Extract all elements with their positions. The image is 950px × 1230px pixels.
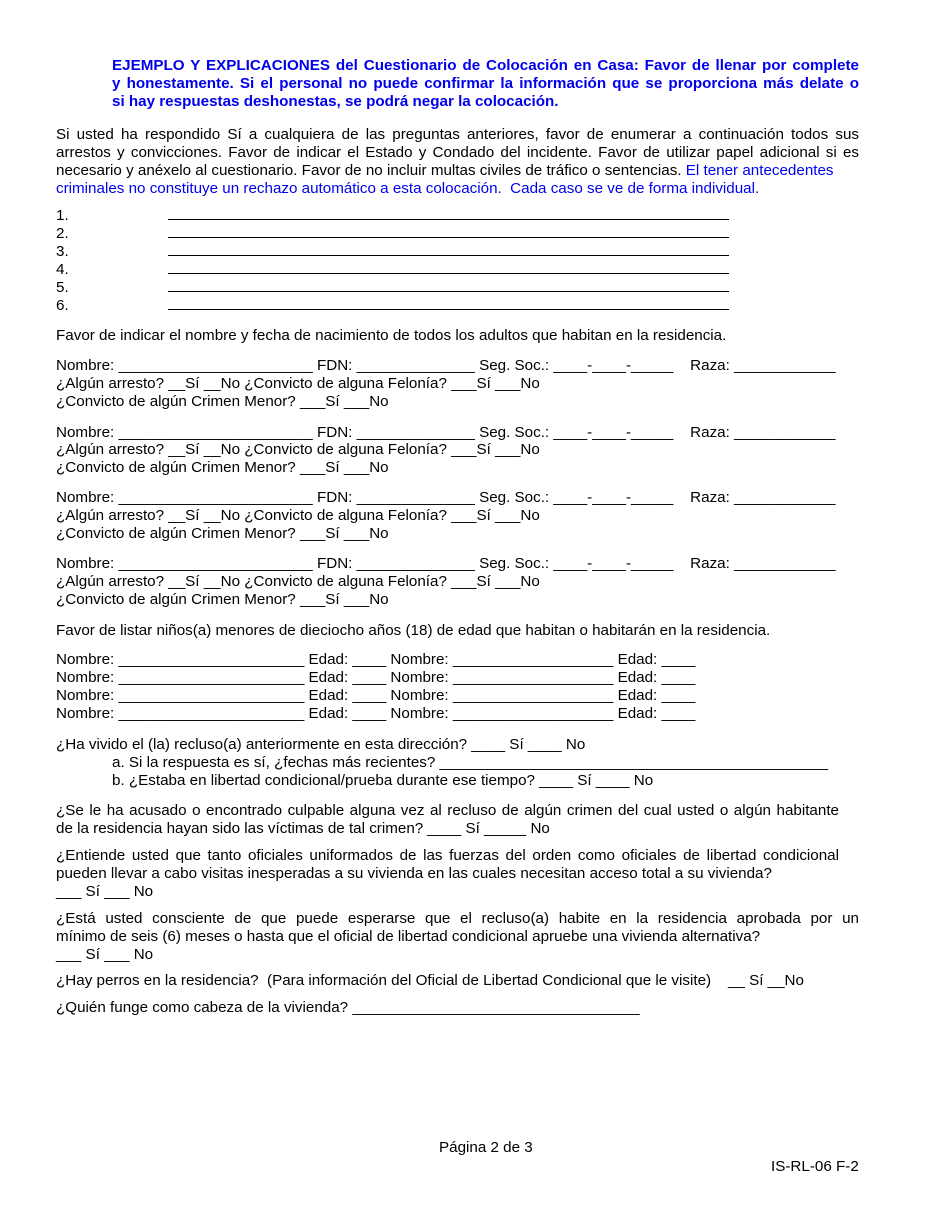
adult-name-line[interactable]: Nombre: _______________________ FDN: ______________ Seg. Soc.: ____-____-_____ Raza: ____________ [56,555,836,572]
page-number: Página 2 de 3 [439,1139,533,1156]
arrest-entry-line[interactable] [168,277,729,292]
question-six-months-line-2: mínimo de seis (6) meses o hasta que el oficial de libertad condicional apruebe una vivienda alternativa? [56,928,761,945]
arrest-entry-line[interactable] [168,205,729,220]
question-victim-line-2[interactable]: de la residencia hayan sido las víctimas de tal crimen? ____ Sí _____ No [56,820,550,837]
arrest-entry-line[interactable] [168,223,729,238]
question-six-months-answer[interactable]: ___ Sí ___ No [56,946,154,963]
adult-misdemeanor-line[interactable]: ¿Convicto de algún Crimen Menor? ___Sí ___No [56,591,389,608]
list-number: 1. [56,207,69,224]
adult-arrest-line[interactable]: ¿Algún arresto? __Sí __No ¿Convicto de alguna Felonía? ___Sí ___No [56,507,540,524]
question-visits-line-1: ¿Entiende usted que tanto oficiales uniformados de las fuerzas del orden como oficiales de libertad condicional [56,847,839,864]
header-line-2: y honestamente. Si el personal no puede confirmar la información que se proporciona más delate o [112,75,859,92]
adult-name-line[interactable]: Nombre: _______________________ FDN: ______________ Seg. Soc.: ____-____-_____ Raza: ____________ [56,357,836,374]
question-head-of-household[interactable]: ¿Quién funge como cabeza de la vivienda? __________________________________ [56,999,640,1016]
children-row[interactable]: Nombre: ______________________ Edad: ____ Nombre: ___________________ Edad: ____ [56,651,696,668]
adult-misdemeanor-line[interactable]: ¿Convicto de algún Crimen Menor? ___Sí ___No [56,393,389,410]
list-number: 6. [56,297,69,314]
question-recent-dates[interactable]: a. Si la respuesta es sí, ¿fechas más recientes? ______________________________________________ [112,754,829,771]
adult-misdemeanor-line[interactable]: ¿Convicto de algún Crimen Menor? ___Sí ___No [56,525,389,542]
question-visits-answer[interactable]: ___ Sí ___ No [56,883,154,900]
list-number: 3. [56,243,69,260]
adult-arrest-line[interactable]: ¿Algún arresto? __Sí __No ¿Convicto de alguna Felonía? ___Sí ___No [56,441,540,458]
adult-name-line[interactable]: Nombre: _______________________ FDN: ______________ Seg. Soc.: ____-____-_____ Raza: ____________ [56,424,836,441]
adult-misdemeanor-line[interactable]: ¿Convicto de algún Crimen Menor? ___Sí ___No [56,459,389,476]
children-prompt: Favor de listar niños(a) menores de dieciocho años (18) de edad que habitan o habitarán en la residencia. [56,622,771,639]
list-number: 4. [56,261,69,278]
arrest-entry-line[interactable] [168,241,729,256]
children-row[interactable]: Nombre: ______________________ Edad: ____ Nombre: ___________________ Edad: ____ [56,669,696,686]
intro-line-4: criminales no constituye un rechazo automático a esta colocación. Cada caso se ve de forma individual. [56,180,760,197]
header-line-3: si hay respuestas deshonestas, se podrá negar la colocación. [112,93,559,110]
adult-name-line[interactable]: Nombre: _______________________ FDN: ______________ Seg. Soc.: ____-____-_____ Raza: ____________ [56,489,836,506]
intro-line-1: Si usted ha respondido Sí a cualquiera de las preguntas anteriores, favor de enumerar a continuación todos sus [56,126,859,143]
header-line-1: EJEMPLO Y EXPLICACIONES del Cuestionario de Colocación en Casa: Favor de llenar por complete [112,57,859,74]
arrest-entry-line[interactable] [168,259,729,274]
list-number: 2. [56,225,69,242]
adult-arrest-line[interactable]: ¿Algún arresto? __Sí __No ¿Convicto de alguna Felonía? ___Sí ___No [56,573,540,590]
form-id: IS-RL-06 F-2 [771,1158,859,1175]
question-parole-status[interactable]: b. ¿Estaba en libertad condicional/prueba durante ese tiempo? ____ Sí ____ No [112,772,654,789]
arrest-entry-line[interactable] [168,295,729,310]
intro-line-3-blue: El tener antecedentes [681,162,834,179]
question-victim-line-1: ¿Se le ha acusado o encontrado culpable alguna vez al recluso de algún crimen del cual usted o algún habitante [56,802,839,819]
list-number: 5. [56,279,69,296]
intro-line-3 [56,162,834,180]
adult-arrest-line[interactable]: ¿Algún arresto? __Sí __No ¿Convicto de alguna Felonía? ___Sí ___No [56,375,540,392]
question-six-months-line-1: ¿Está usted consciente de que puede esperarse que el recluso(a) habite en la residencia aprobada por un [56,910,859,927]
question-prior-residence[interactable]: ¿Ha vivido el (la) recluso(a) anteriormente en esta dirección? ____ Sí ____ No [56,736,586,753]
adults-prompt: Favor de indicar el nombre y fecha de nacimiento de todos los adultos que habitan en la residencia. [56,327,727,344]
children-row[interactable]: Nombre: ______________________ Edad: ____ Nombre: ___________________ Edad: ____ [56,687,696,704]
question-visits-line-2: pueden llevar a cabo visitas inesperadas a su vivienda en las cuales necesitan acceso total a su vivienda? [56,865,772,882]
intro-line-2: arrestos y convicciones. Favor de indicar el Estado y Condado del incidente. Favor de utilizar papel adicional si es [56,144,859,161]
intro-line-3-black: necesario y anéxelo al cuestionario. Favor de no incluir multas civiles de tráfico o sentencias. [56,162,682,179]
question-dogs[interactable]: ¿Hay perros en la residencia? (Para información del Oficial de Libertad Condicional que le visite) __ Sí __No [56,972,804,989]
children-row[interactable]: Nombre: ______________________ Edad: ____ Nombre: ___________________ Edad: ____ [56,705,696,722]
